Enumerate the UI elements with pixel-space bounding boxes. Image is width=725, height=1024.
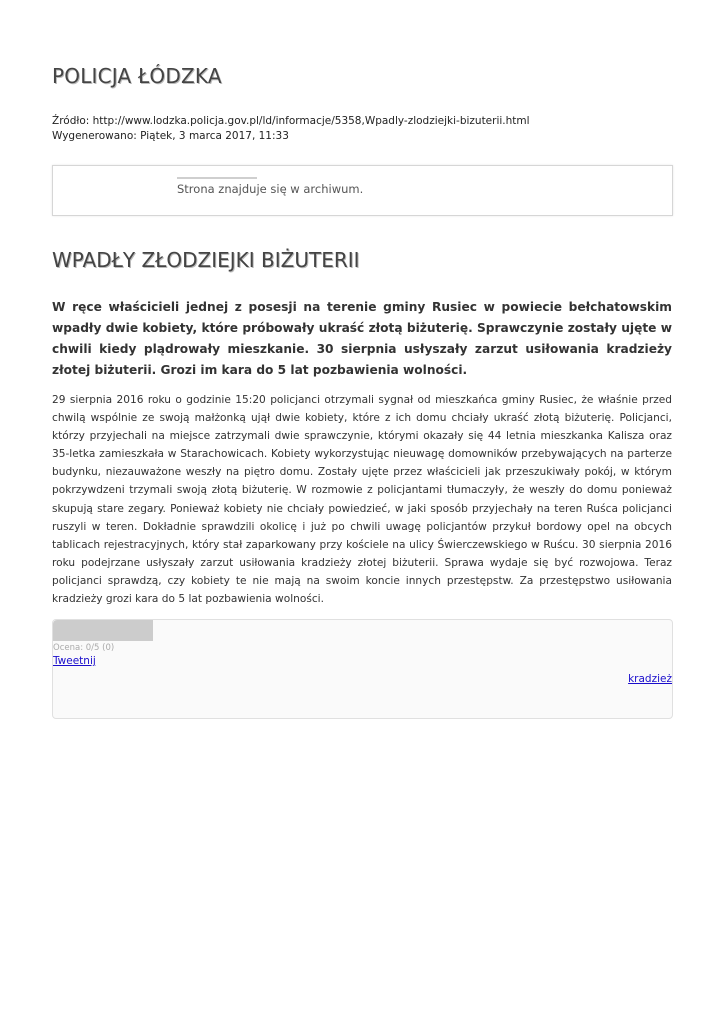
rating-label: Ocena: 0/5 (0): [53, 643, 115, 653]
document-meta: [52, 114, 530, 144]
rating-stars[interactable]: [53, 620, 153, 641]
tweet-link[interactable]: Tweetnij: [53, 655, 96, 667]
source-url: Źródło: http://www.lodzka.policja.gov.pl/ld/informacje/5358,Wpadly-zlodziejki-bizuterii.html: [52, 115, 530, 127]
archive-notice-box: [52, 165, 673, 216]
site-title: POLICJA ŁÓDZKA: [52, 64, 222, 88]
generated-date: Wygenerowano: Piątek, 3 marca 2017, 11:33: [52, 130, 289, 142]
article-lead: W ręce właścicieli jednej z posesji na terenie gminy Rusiec w powiecie bełchatowskim wpadły dwie kobiety, które próbowały ukraść złotą biżuterię. Sprawczynie zostały ujęte w chwili kiedy plądrowały mieszkanie. 30 sierpnia usłyszały zarzut usiłowania kradzieży złotej biżuterii. Grozi im kara do 5 lat pozbawienia wolności.: [52, 300, 672, 377]
article-footer: [52, 619, 673, 719]
archive-divider: [177, 177, 257, 179]
article-title: WPADŁY ZŁODZIEJKI BIŻUTERII: [52, 248, 360, 272]
article-body: 29 sierpnia 2016 roku o godzinie 15:20 policjanci otrzymali sygnał od mieszkańca gminy Rusiec, że właśnie przed chwilą wspólnie ze swoją małżonką ujął dwie kobiety, które z ich domu chciały ukraść złotą biżuterię. Policjanci, którzy przyjechali na miejsce zatrzymali dwie sprawczynie, którymi okazały się 44 letnia mieszkanka Kalisza oraz 35-letka zamieszkała w Starachowicach. Kobiety wykorzystując nieuwagę domowników przebywających na parterze budynku, niezauważone weszły na piętro domu. Zostały ujęte przez właścicieli jak przeszukiwały pokój, w którym pokrzywdzeni trzymali swoją złotą biżuterię. W rozmowie z policjantami tłumaczyły, że weszły do domu ponieważ skupują stare zegary. Ponieważ kobiety nie chciały powiedzieć, w jaki sposób przyjechały na teren Ruśca policjanci ruszyli w teren. Dokładnie sprawdzili okolicę i już po chwili uwagę policjantów przykuł bordowy opel na obcych tablicach rejestracyjnych, który stał zaparkowany przy kościele na ulicy Świerczewskiego w Ruścu. 30 sierpnia 2016 roku podejrzane usłyszały zarzut usiłowania kradzieży złotej biżuterii. Sprawa wydaje się być rozwojowa. Teraz policjanci sprawdzą, czy kobiety te nie mają na swoim koncie innych przestępstw. Za przestępstwo usiłowania kradzieży grozi kara do 5 lat pozbawienia wolności.: [52, 394, 672, 606]
archive-notice: Strona znajduje się w archiwum.: [177, 182, 364, 196]
tag-link-kradziez[interactable]: kradzież: [628, 673, 672, 685]
